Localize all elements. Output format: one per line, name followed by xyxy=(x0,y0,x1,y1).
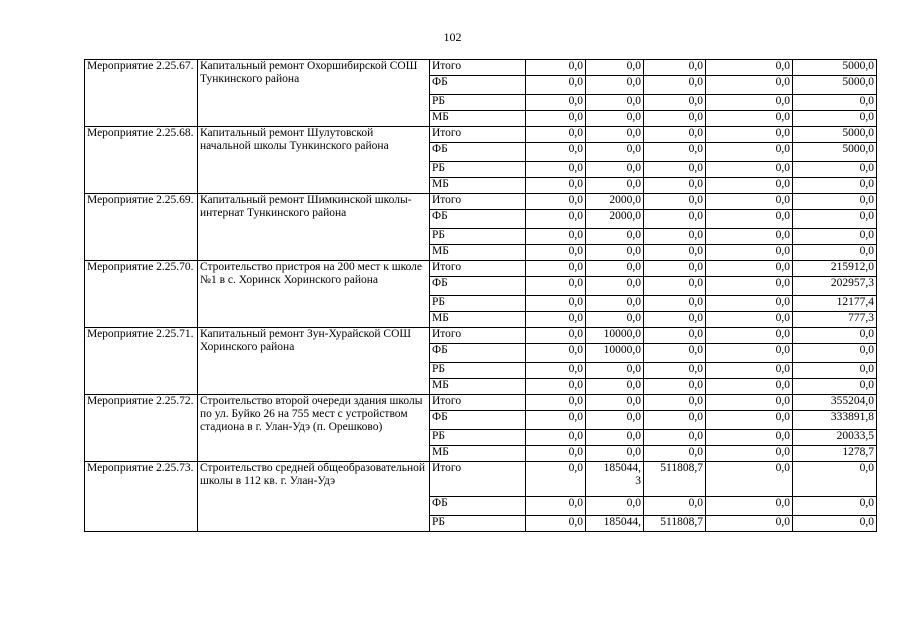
amount-cell: 0,0 xyxy=(644,245,706,261)
amount-cell: 1278,7 xyxy=(793,446,877,462)
amount-cell: 0,0 xyxy=(793,344,877,363)
amount-cell: 0,0 xyxy=(526,178,586,194)
amount-cell: 0,0 xyxy=(706,379,793,395)
amount-cell: 0,0 xyxy=(706,95,793,111)
amount-cell: 0,0 xyxy=(706,162,793,178)
amount-cell: 0,0 xyxy=(644,111,706,127)
amount-cell: 0,0 xyxy=(706,210,793,229)
amount-cell: 0,0 xyxy=(526,111,586,127)
amount-cell: 0,0 xyxy=(706,446,793,462)
amount-cell: 0,0 xyxy=(644,277,706,296)
amount-cell: 0,0 xyxy=(644,328,706,344)
funding-source: ФБ xyxy=(430,344,526,363)
amount-cell: 0,0 xyxy=(526,446,586,462)
funding-source: ФБ xyxy=(430,411,526,430)
amount-cell: 0,0 xyxy=(793,328,877,344)
amount-cell: 0,0 xyxy=(793,229,877,245)
amount-cell: 0,0 xyxy=(706,127,793,143)
table-row xyxy=(85,194,877,210)
amount-cell: 0,0 xyxy=(586,296,644,312)
amount-cell: 0,0 xyxy=(526,229,586,245)
funding-source: Итого xyxy=(430,127,526,143)
budget-table xyxy=(84,59,877,532)
amount-cell: 0,0 xyxy=(586,95,644,111)
amount-cell: 0,0 xyxy=(793,363,877,379)
amount-cell: 0,0 xyxy=(793,210,877,229)
funding-source: Итого xyxy=(430,328,526,344)
amount-cell: 215912,0 xyxy=(793,261,877,277)
amount-cell: 0,0 xyxy=(706,194,793,210)
amount-cell: 0,0 xyxy=(644,162,706,178)
table-row xyxy=(85,462,877,497)
event-description: Капитальный ремонт Охоршибирской СОШ Тункинского района xyxy=(198,60,430,127)
amount-cell: 2000,0 xyxy=(586,194,644,210)
amount-cell: 0,0 xyxy=(526,210,586,229)
amount-cell: 2000,0 xyxy=(586,210,644,229)
amount-cell: 0,0 xyxy=(586,178,644,194)
amount-cell: 0,0 xyxy=(586,277,644,296)
amount-cell: 0,0 xyxy=(644,143,706,162)
amount-cell: 0,0 xyxy=(706,462,793,497)
amount-cell: 0,0 xyxy=(586,446,644,462)
funding-source: ФБ xyxy=(430,210,526,229)
amount-cell: 0,0 xyxy=(706,277,793,296)
amount-cell: 0,0 xyxy=(644,363,706,379)
amount-cell: 0,0 xyxy=(526,430,586,446)
amount-cell: 0,0 xyxy=(706,76,793,95)
amount-cell: 5000,0 xyxy=(793,143,877,162)
table-row xyxy=(85,328,877,344)
funding-source: Итого xyxy=(430,60,526,76)
amount-cell: 0,0 xyxy=(586,411,644,430)
amount-cell: 0,0 xyxy=(526,296,586,312)
amount-cell: 0,0 xyxy=(644,411,706,430)
amount-cell: 0,0 xyxy=(793,497,877,516)
amount-cell: 202957,3 xyxy=(793,277,877,296)
amount-cell: 511808,7 xyxy=(644,462,706,497)
amount-cell: 0,0 xyxy=(526,194,586,210)
amount-cell: 0,0 xyxy=(706,497,793,516)
amount-cell: 0,0 xyxy=(586,111,644,127)
amount-cell: 0,0 xyxy=(526,344,586,363)
amount-cell: 0,0 xyxy=(706,516,793,532)
event-description: Строительство средней общеобразовательной школы в 112 кв. г. Улан-Удэ xyxy=(198,462,430,532)
amount-cell: 5000,0 xyxy=(793,60,877,76)
funding-source: МБ xyxy=(430,178,526,194)
amount-cell: 0,0 xyxy=(586,363,644,379)
amount-cell: 0,0 xyxy=(644,296,706,312)
amount-cell: 0,0 xyxy=(526,411,586,430)
funding-source: РБ xyxy=(430,430,526,446)
event-label: Мероприятие 2.25.71. xyxy=(85,328,198,395)
table-row xyxy=(85,127,877,143)
funding-source: РБ xyxy=(430,363,526,379)
amount-cell: 0,0 xyxy=(586,143,644,162)
amount-cell: 0,0 xyxy=(706,328,793,344)
amount-cell: 0,0 xyxy=(706,143,793,162)
amount-cell: 0,0 xyxy=(644,312,706,328)
amount-cell: 0,0 xyxy=(706,111,793,127)
amount-cell: 0,0 xyxy=(526,312,586,328)
amount-cell: 0,0 xyxy=(644,76,706,95)
amount-cell: 0,0 xyxy=(526,162,586,178)
amount-cell: 0,0 xyxy=(706,344,793,363)
funding-source: РБ xyxy=(430,516,526,532)
amount-cell: 0,0 xyxy=(644,446,706,462)
amount-cell: 0,0 xyxy=(644,379,706,395)
amount-cell: 0,0 xyxy=(526,143,586,162)
amount-cell: 0,0 xyxy=(793,462,877,497)
amount-cell: 0,0 xyxy=(526,516,586,532)
amount-cell: 0,0 xyxy=(586,430,644,446)
funding-source: МБ xyxy=(430,245,526,261)
event-description: Капитальный ремонт Шулутовской начальной школы Тункинского района xyxy=(198,127,430,194)
amount-cell: 0,0 xyxy=(526,379,586,395)
funding-source: ФБ xyxy=(430,277,526,296)
amount-cell: 0,0 xyxy=(526,95,586,111)
amount-cell: 0,0 xyxy=(644,60,706,76)
amount-cell: 511808,7 xyxy=(644,516,706,532)
page-number: 102 xyxy=(443,30,462,44)
event-label: Мероприятие 2.25.72. xyxy=(85,395,198,462)
funding-source: МБ xyxy=(430,379,526,395)
funding-source: РБ xyxy=(430,95,526,111)
amount-cell: 0,0 xyxy=(586,162,644,178)
event-description: Капитальный ремонт Шимкинской школы-интернат Тункинского района xyxy=(198,194,430,261)
amount-cell: 0,0 xyxy=(706,411,793,430)
event-label: Мероприятие 2.25.70. xyxy=(85,261,198,328)
amount-cell: 0,0 xyxy=(793,245,877,261)
amount-cell: 0,0 xyxy=(706,178,793,194)
amount-cell: 5000,0 xyxy=(793,127,877,143)
funding-source: Итого xyxy=(430,261,526,277)
amount-cell: 0,0 xyxy=(793,162,877,178)
amount-cell: 0,0 xyxy=(644,261,706,277)
event-description: Строительство пристроя на 200 мест к школе №1 в с. Хоринск Хоринского района xyxy=(198,261,430,328)
amount-cell: 0,0 xyxy=(644,127,706,143)
event-label: Мероприятие 2.25.73. xyxy=(85,462,198,532)
amount-cell: 10000,0 xyxy=(586,344,644,363)
table-row xyxy=(85,395,877,411)
amount-cell: 0,0 xyxy=(586,497,644,516)
amount-cell: 0,0 xyxy=(586,229,644,245)
amount-cell: 0,0 xyxy=(644,395,706,411)
funding-source: РБ xyxy=(430,229,526,245)
funding-source: ФБ xyxy=(430,143,526,162)
amount-cell: 0,0 xyxy=(706,363,793,379)
funding-source: Итого xyxy=(430,194,526,210)
event-label: Мероприятие 2.25.69. xyxy=(85,194,198,261)
amount-cell: 0,0 xyxy=(586,395,644,411)
amount-cell: 0,0 xyxy=(793,379,877,395)
amount-cell: 0,0 xyxy=(644,210,706,229)
event-label: Мероприятие 2.25.68. xyxy=(85,127,198,194)
amount-cell: 0,0 xyxy=(586,379,644,395)
amount-cell: 0,0 xyxy=(586,127,644,143)
amount-cell: 0,0 xyxy=(644,194,706,210)
funding-source: Итого xyxy=(430,462,526,497)
amount-cell: 5000,0 xyxy=(793,76,877,95)
amount-cell: 0,0 xyxy=(644,178,706,194)
table-row xyxy=(85,60,877,76)
amount-cell: 0,0 xyxy=(793,95,877,111)
amount-cell: 0,0 xyxy=(706,395,793,411)
funding-source: РБ xyxy=(430,162,526,178)
funding-source: ФБ xyxy=(430,76,526,95)
amount-cell: 0,0 xyxy=(644,430,706,446)
event-description: Капитальный ремонт Зун-Хурайской СОШ Хоринского района xyxy=(198,328,430,395)
amount-cell: 0,0 xyxy=(586,245,644,261)
amount-cell: 0,0 xyxy=(706,261,793,277)
amount-cell: 185044, xyxy=(586,516,644,532)
table-row xyxy=(85,261,877,277)
amount-cell: 355204,0 xyxy=(793,395,877,411)
amount-cell: 0,0 xyxy=(793,178,877,194)
amount-cell: 0,0 xyxy=(586,261,644,277)
amount-cell: 333891,8 xyxy=(793,411,877,430)
amount-cell: 20033,5 xyxy=(793,430,877,446)
amount-cell: 10000,0 xyxy=(586,328,644,344)
amount-cell: 0,0 xyxy=(644,497,706,516)
amount-cell: 0,0 xyxy=(793,194,877,210)
amount-cell: 0,0 xyxy=(644,229,706,245)
amount-cell: 0,0 xyxy=(586,312,644,328)
amount-cell: 0,0 xyxy=(526,277,586,296)
amount-cell: 185044, 3 xyxy=(586,462,644,497)
amount-cell: 0,0 xyxy=(644,95,706,111)
amount-cell: 777,3 xyxy=(793,312,877,328)
amount-cell: 0,0 xyxy=(706,229,793,245)
amount-cell: 0,0 xyxy=(526,127,586,143)
amount-cell: 0,0 xyxy=(526,497,586,516)
amount-cell: 0,0 xyxy=(526,261,586,277)
amount-cell: 0,0 xyxy=(706,430,793,446)
amount-cell: 0,0 xyxy=(526,328,586,344)
event-description: Строительство второй очереди здания школы по ул. Буйко 26 на 755 мест с устройством стадиона в г. Улан-Удэ (п. Орешково) xyxy=(198,395,430,462)
funding-source: Итого xyxy=(430,395,526,411)
funding-source: МБ xyxy=(430,446,526,462)
funding-source: МБ xyxy=(430,111,526,127)
amount-cell: 0,0 xyxy=(706,296,793,312)
amount-cell: 0,0 xyxy=(586,60,644,76)
amount-cell: 0,0 xyxy=(706,312,793,328)
amount-cell: 12177,4 xyxy=(793,296,877,312)
funding-source: МБ xyxy=(430,312,526,328)
amount-cell: 0,0 xyxy=(644,344,706,363)
amount-cell: 0,0 xyxy=(586,76,644,95)
amount-cell: 0,0 xyxy=(526,395,586,411)
funding-source: РБ xyxy=(430,296,526,312)
amount-cell: 0,0 xyxy=(793,111,877,127)
amount-cell: 0,0 xyxy=(526,245,586,261)
amount-cell: 0,0 xyxy=(526,462,586,497)
amount-cell: 0,0 xyxy=(793,516,877,532)
amount-cell: 0,0 xyxy=(526,60,586,76)
funding-source: ФБ xyxy=(430,497,526,516)
amount-cell: 0,0 xyxy=(706,245,793,261)
event-label: Мероприятие 2.25.67. xyxy=(85,60,198,127)
amount-cell: 0,0 xyxy=(526,76,586,95)
amount-cell: 0,0 xyxy=(706,60,793,76)
amount-cell: 0,0 xyxy=(526,363,586,379)
